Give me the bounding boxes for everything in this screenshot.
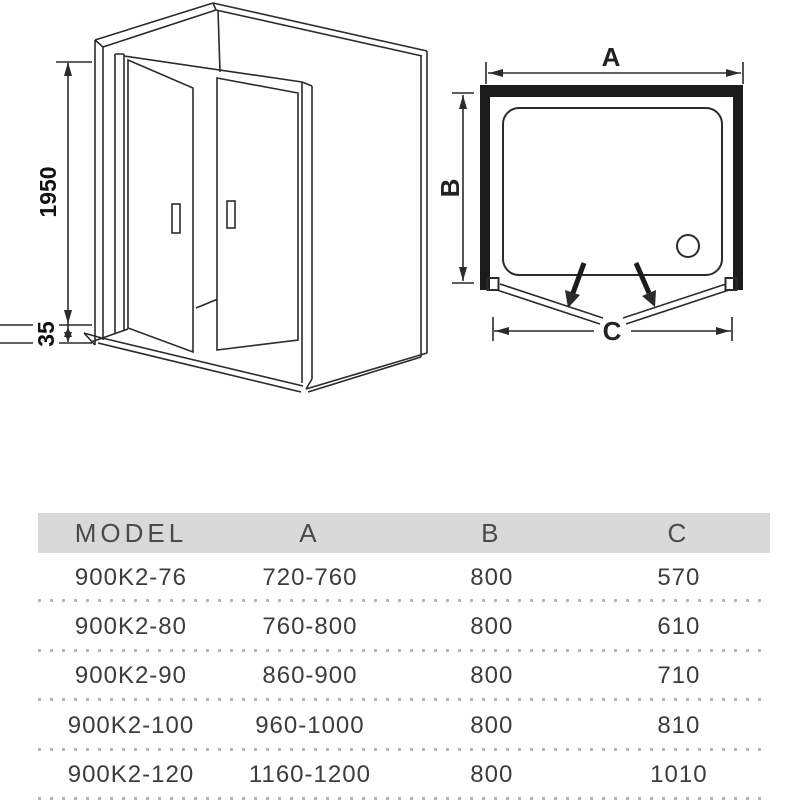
opening-dimension <box>493 316 732 346</box>
size-table <box>38 513 770 800</box>
isometric-view <box>0 3 427 392</box>
cell-model: 900K2-90 <box>74 662 187 690</box>
drain-circle <box>677 235 699 257</box>
plan-wall-right <box>733 85 743 290</box>
table-row <box>38 652 770 701</box>
col-header-c: C <box>667 517 691 548</box>
depth-label: B <box>435 178 465 198</box>
width-dimension <box>486 42 743 84</box>
table-row <box>38 701 770 750</box>
col-header-model: MODEL <box>74 517 188 548</box>
cell-b: 800 <box>470 662 514 690</box>
right-open-door <box>623 284 729 324</box>
cell-b: 800 <box>470 711 514 739</box>
opening-label: C <box>602 316 622 346</box>
cell-b: 800 <box>470 613 514 641</box>
cell-model: 900K2-76 <box>74 563 187 591</box>
col-header-b: B <box>481 517 503 548</box>
left-door-handle <box>172 204 180 233</box>
right-swing-arrow <box>636 263 656 307</box>
width-label: A <box>601 42 621 72</box>
right-door-handle <box>227 201 235 228</box>
table-row <box>38 553 770 602</box>
cell-c: 710 <box>657 662 701 690</box>
cell-a: 760-800 <box>262 613 358 641</box>
cell-model: 900K2-100 <box>67 711 195 739</box>
cell-model: 900K2-80 <box>74 613 187 641</box>
cell-a: 860-900 <box>262 662 358 690</box>
plan-wall-top <box>480 85 743 97</box>
table-row <box>38 751 770 800</box>
cell-model: 900K2-120 <box>67 761 195 789</box>
table-header-row <box>38 513 770 553</box>
cell-a: 960-1000 <box>255 711 365 739</box>
table-row <box>38 602 770 651</box>
cell-c: 810 <box>657 711 701 739</box>
cell-b: 800 <box>470 563 514 591</box>
cell-c: 1010 <box>650 761 708 789</box>
left-swing-arrow <box>565 263 584 308</box>
cell-c: 610 <box>657 613 701 641</box>
cell-b: 800 <box>470 761 514 789</box>
cell-a: 1160-1200 <box>248 761 371 789</box>
height-dimension <box>0 62 92 350</box>
plan-wall-left <box>480 85 490 290</box>
depth-dimension <box>435 93 474 283</box>
cell-a: 720-760 <box>262 563 358 591</box>
left-door-panel <box>128 60 193 352</box>
base-height-label: 35 <box>33 321 59 347</box>
plan-view <box>435 42 743 346</box>
cell-c: 570 <box>657 563 701 591</box>
height-label: 1950 <box>35 166 61 218</box>
tray-edge-line <box>196 299 218 308</box>
shower-tray <box>503 108 722 275</box>
left-open-door <box>497 284 603 324</box>
col-header-a: A <box>299 517 321 548</box>
